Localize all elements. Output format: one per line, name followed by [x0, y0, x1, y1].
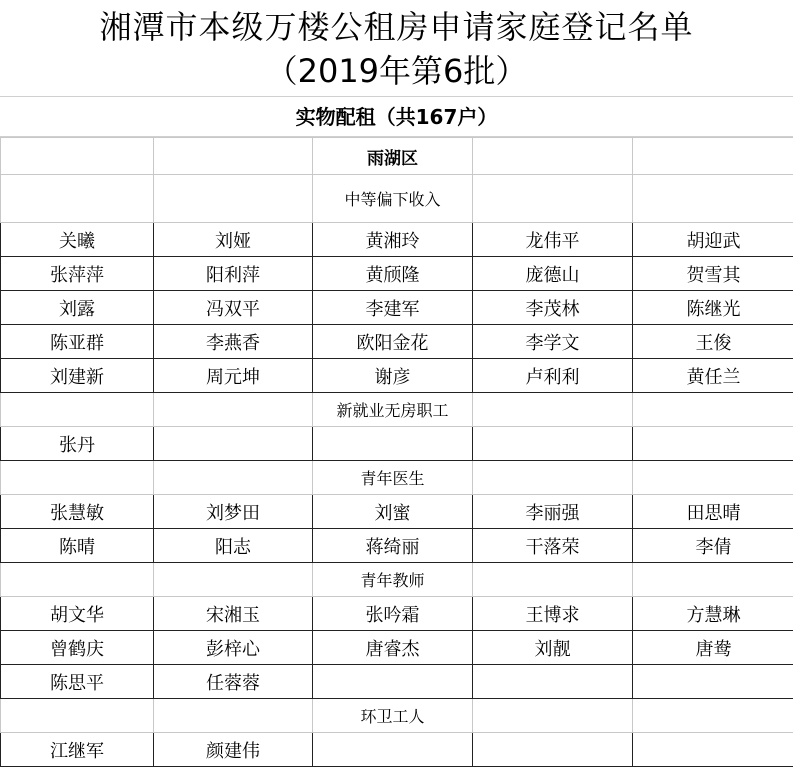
page-title: 湘潭市本级万楼公租房申请家庭登记名单 — [99, 8, 694, 46]
name-cell[interactable]: 关曦 — [1, 223, 154, 257]
table-cell[interactable] — [1, 393, 154, 427]
name-cell[interactable]: 刘露 — [1, 291, 154, 325]
name-cell[interactable]: 李丽强 — [473, 495, 633, 529]
title-block — [0, 0, 793, 96]
table-cell[interactable] — [1, 175, 154, 223]
name-cell[interactable]: 谢彦 — [313, 359, 473, 393]
category-label[interactable]: 新就业无房职工 — [313, 393, 473, 427]
empty-cell[interactable] — [633, 665, 793, 699]
table-cell[interactable] — [633, 461, 793, 495]
name-cell[interactable]: 任蓉蓉 — [154, 665, 313, 699]
name-cell[interactable]: 刘靓 — [473, 631, 633, 665]
page-title-batch: （2019年第6批） — [265, 52, 528, 90]
name-cell[interactable]: 刘梦田 — [154, 495, 313, 529]
table-cell[interactable] — [473, 175, 633, 223]
table-row — [1, 325, 793, 359]
name-cell[interactable]: 李建军 — [313, 291, 473, 325]
table-cell[interactable] — [633, 175, 793, 223]
table-cell[interactable] — [154, 393, 313, 427]
category-label[interactable]: 青年教师 — [313, 563, 473, 597]
table-row — [1, 733, 793, 767]
name-cell[interactable]: 陈晴 — [1, 529, 154, 563]
name-cell[interactable]: 彭梓心 — [154, 631, 313, 665]
name-cell[interactable]: 张吟霜 — [313, 597, 473, 631]
name-cell[interactable]: 张丹 — [1, 427, 154, 461]
table-cell[interactable] — [473, 393, 633, 427]
table-row — [1, 597, 793, 631]
table-cell[interactable] — [1, 461, 154, 495]
table-cell[interactable] — [473, 699, 633, 733]
table-cell[interactable] — [1, 138, 154, 175]
table-cell[interactable] — [473, 563, 633, 597]
table-row — [1, 291, 793, 325]
table-row — [1, 427, 793, 461]
table-cell[interactable] — [1, 699, 154, 733]
name-cell[interactable]: 贺雪其 — [633, 257, 793, 291]
table-cell[interactable] — [633, 699, 793, 733]
name-cell[interactable]: 田思晴 — [633, 495, 793, 529]
name-cell[interactable]: 张萍萍 — [1, 257, 154, 291]
category-label[interactable]: 中等偏下收入 — [313, 175, 473, 223]
name-cell[interactable]: 冯双平 — [154, 291, 313, 325]
name-table — [0, 137, 793, 767]
table-cell[interactable] — [633, 138, 793, 175]
table-row — [1, 495, 793, 529]
table-cell[interactable] — [1, 563, 154, 597]
name-cell[interactable]: 李茂林 — [473, 291, 633, 325]
name-cell[interactable]: 王博求 — [473, 597, 633, 631]
name-cell[interactable]: 蒋绮丽 — [313, 529, 473, 563]
table-cell[interactable] — [633, 393, 793, 427]
name-cell[interactable]: 庞德山 — [473, 257, 633, 291]
name-cell[interactable]: 陈思平 — [1, 665, 154, 699]
empty-cell[interactable] — [313, 427, 473, 461]
name-cell[interactable]: 宋湘玉 — [154, 597, 313, 631]
table-cell[interactable] — [473, 461, 633, 495]
name-cell[interactable]: 唐鸯 — [633, 631, 793, 665]
category-row — [1, 461, 793, 495]
empty-cell[interactable] — [154, 427, 313, 461]
table-row — [1, 529, 793, 563]
table-cell[interactable] — [154, 699, 313, 733]
name-cell[interactable]: 周元坤 — [154, 359, 313, 393]
empty-cell[interactable] — [473, 733, 633, 767]
name-cell[interactable]: 颜建伟 — [154, 733, 313, 767]
category-row — [1, 175, 793, 223]
name-cell[interactable]: 阳利萍 — [154, 257, 313, 291]
name-cell[interactable]: 刘建新 — [1, 359, 154, 393]
name-cell[interactable]: 方慧琳 — [633, 597, 793, 631]
name-cell[interactable]: 刘娅 — [154, 223, 313, 257]
category-row — [1, 393, 793, 427]
name-cell[interactable]: 胡迎武 — [633, 223, 793, 257]
empty-cell[interactable] — [633, 733, 793, 767]
section-subtitle: 实物配租（共167户） — [295, 105, 498, 129]
category-label[interactable]: 环卫工人 — [313, 699, 473, 733]
table-cell[interactable] — [154, 175, 313, 223]
name-cell[interactable]: 龙伟平 — [473, 223, 633, 257]
empty-cell[interactable] — [473, 665, 633, 699]
name-cell[interactable]: 张慧敏 — [1, 495, 154, 529]
table-cell[interactable] — [154, 461, 313, 495]
table-row — [1, 223, 793, 257]
name-cell[interactable]: 卢利利 — [473, 359, 633, 393]
empty-cell[interactable] — [473, 427, 633, 461]
empty-cell[interactable] — [313, 665, 473, 699]
category-label[interactable]: 青年医生 — [313, 461, 473, 495]
table-cell[interactable] — [473, 138, 633, 175]
name-cell[interactable]: 江继军 — [1, 733, 154, 767]
district-label[interactable]: 雨湖区 — [313, 138, 473, 175]
table-row — [1, 665, 793, 699]
name-cell[interactable]: 黄湘玲 — [313, 223, 473, 257]
name-cell[interactable]: 李燕香 — [154, 325, 313, 359]
table-row — [1, 257, 793, 291]
name-cell[interactable]: 李学文 — [473, 325, 633, 359]
empty-cell[interactable] — [313, 733, 473, 767]
name-cell[interactable]: 黄任兰 — [633, 359, 793, 393]
name-cell[interactable]: 李倩 — [633, 529, 793, 563]
table-row — [1, 359, 793, 393]
table-row — [1, 631, 793, 665]
name-cell[interactable]: 胡文华 — [1, 597, 154, 631]
name-cell[interactable]: 黄颀隆 — [313, 257, 473, 291]
name-cell[interactable]: 曾鹤庆 — [1, 631, 154, 665]
name-cell[interactable]: 欧阳金花 — [313, 325, 473, 359]
name-cell[interactable]: 干落荣 — [473, 529, 633, 563]
name-cell[interactable]: 陈继光 — [633, 291, 793, 325]
table-cell[interactable] — [154, 138, 313, 175]
name-cell[interactable]: 陈亚群 — [1, 325, 154, 359]
table-cell[interactable] — [633, 563, 793, 597]
name-cell[interactable]: 唐睿杰 — [313, 631, 473, 665]
district-row — [1, 138, 793, 175]
name-cell[interactable]: 阳志 — [154, 529, 313, 563]
category-row — [1, 699, 793, 733]
table-cell[interactable] — [154, 563, 313, 597]
empty-cell[interactable] — [633, 427, 793, 461]
category-row — [1, 563, 793, 597]
name-cell[interactable]: 王俊 — [633, 325, 793, 359]
name-cell[interactable]: 刘蜜 — [313, 495, 473, 529]
